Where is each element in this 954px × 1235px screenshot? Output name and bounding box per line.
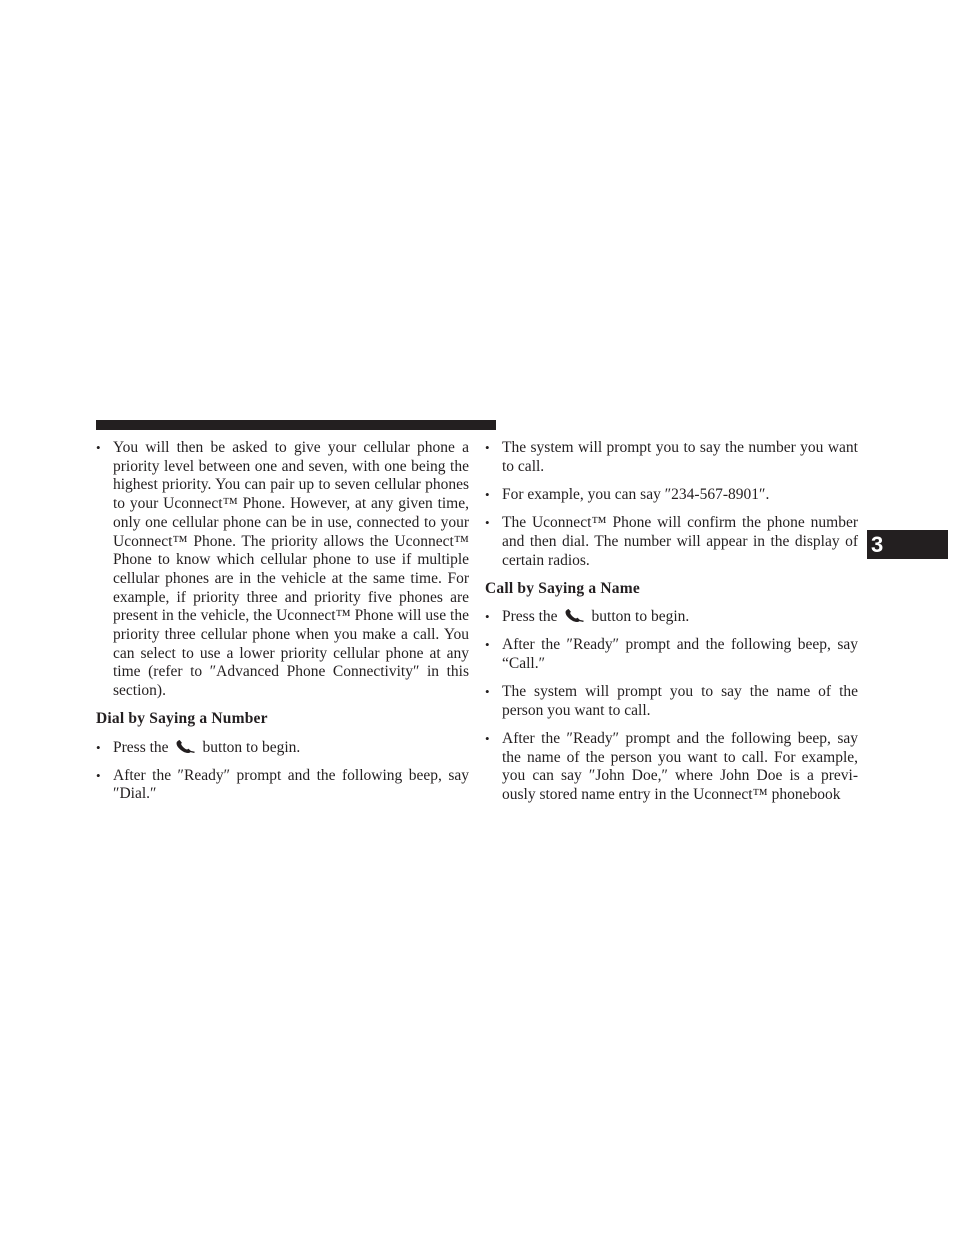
bullet-prompt-number: • The system will prompt you to say the number you want to call. [485,439,858,476]
left-column [96,439,469,814]
chapter-tab: 3 [867,530,948,559]
section-top-rule [96,420,496,430]
bullet-say-name: • After the ″Ready″ prompt and the following beep, say the name of the person you want to call. For example, you can say ″John Doe,″ where John Doe is a previ-ously stored name entry in the Uconnect™ phonebook [485,730,858,805]
bullet-prompt-name: • The system will prompt you to say the name of the person you want to call. [485,683,858,720]
bullet-priority-level: • You will then be asked to give your cellular phone a priority level between one and seven, with one being the highest priority. You can pair up to seven cellular phones to your Uconnect™ Phone. However, at any given time, only one cellular phone can be in use, connected to your Uconnect™ Phone. The priority allows the Uconnect™ Phone to know which cellular phone to use if multiple cellular phones are in the vehicle at the same time. For example, if priority three and priority five phones are present in the vehicle, the Uconnect™ Phone will use the priority three cellular phone when you make a call. You can select to use a lower priority cellular phone at any time (refer to ″Advanced Phone Connectivity″ in this section). [96,439,469,701]
bullet-say-call: • After the ″Ready″ prompt and the following beep, say “Call.″ [485,636,858,673]
phone-handset-icon [564,609,586,623]
phone-handset-icon [175,740,197,754]
bullet-press-phone-button-dial [96,739,469,758]
heading-dial-by-number: Dial by Saying a Number [96,710,268,728]
bullet-say-dial: • After the ″Ready″ prompt and the following beep, say ″Dial.″ [96,767,469,804]
bullet-confirm-dial: • The Uconnect™ Phone will confirm the phone number and then dial. The number will appear in the display of certain radios. [485,514,858,570]
heading-call-by-name: Call by Saying a Name [485,579,640,597]
bullet-example-number: • For example, you can say ″234-567-8901″. [485,486,858,505]
button-to-begin-label: button to begin. [591,607,690,625]
bullet-press-phone-button-name [485,608,858,627]
press-label: Press the [502,607,558,625]
button-to-begin-label: button to begin. [202,738,301,756]
press-label: Press the [113,738,169,756]
right-column [485,439,858,814]
